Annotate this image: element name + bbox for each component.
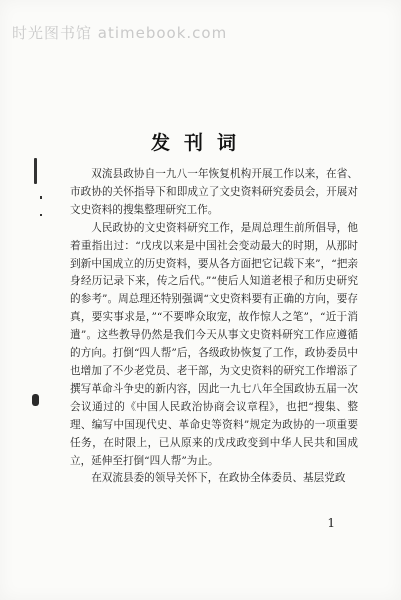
body-text [70,166,358,488]
scan-mark [40,214,42,216]
paragraph: 双流县政协自一九八一年恢复机构开展工作以来，在省、市政协的关怀指导下和即成立了文史资料研究委员会，开展对文史资料的搜集整理研究工作。 [70,168,358,216]
paragraph: 人民政协的文史资料研究工作，是周总理生前所倡导，他着重指出过：“戊戌以来是中国社会变动最大的时期，从那时到新中国成立的历史资料，要从各方面把它记载下来”，“把亲身经历记录下来，传之后代。”“使后人知道老根子和历史研究的参考”。周总理还特别强调“文史资料要有正确的方向，要存真，要实事求是，”“不要哗众取宠，故作惊人之笔”，“近于消遣”。这些教导仍然是我们今天从事文史资料研究工作应遵循的方向。打倒“四人帮”后，各级政协恢复了工作，政协委员中也增加了不少老党员、老干部，为文史资料的研究工作增添了撰写革命斗争史的新内容，因此一九七八年全国政协五届一次会议通过的《中国人民政治协商会议章程》，也把“搜集、整理、编写中国现代史、革命史等资料”规定为政协的一项重要任务，在时限上，已从原来的戊戌政变到中华人民共和国成立，延伸至打倒“四人帮”为止。 [70,221,358,467]
page-title: 发刊词 [150,132,250,154]
scan-mark [40,196,42,199]
scan-mark [34,158,37,184]
scan-mark [32,394,39,406]
watermark-text: 时光图书馆 atimebook.com [12,24,228,42]
page-number: 1 [327,516,335,530]
paragraph: 在双流县委的领导关怀下，在政协全体委员、基层党政 [91,472,346,485]
